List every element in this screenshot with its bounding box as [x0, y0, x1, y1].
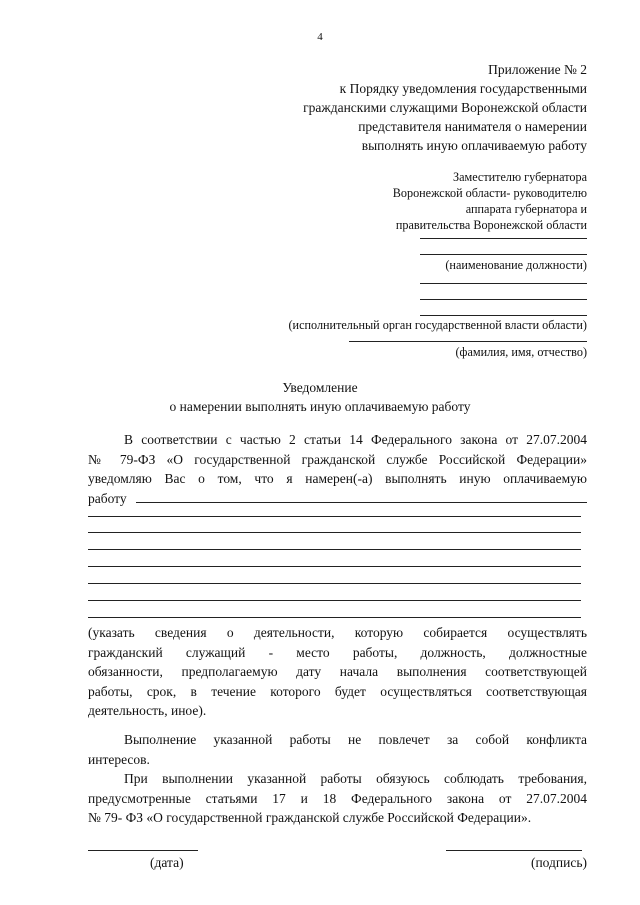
addressee-line-4: правительства Воронежской области	[395, 218, 587, 232]
name-blank-line[interactable]	[349, 341, 587, 342]
position-blank-line-1[interactable]	[420, 238, 587, 239]
authority-caption: (исполнительный орган государственной власти области)	[288, 318, 587, 332]
name-caption: (фамилия, имя, отчество)	[455, 345, 587, 359]
work-blank-line-7[interactable]	[88, 600, 581, 601]
work-blank-line-4[interactable]	[88, 549, 581, 550]
addressee-line-3: аппарата губернатора и	[465, 202, 587, 216]
para2-line-2: интересов.	[88, 751, 150, 767]
para1-line-2: № 79-ФЗ «О государственной гражданской службе Российской Федерации»	[88, 451, 587, 467]
position-blank-line-2[interactable]	[420, 254, 587, 255]
hint-line-4: работы, срок, в течение которого будет осуществляться соответствующая	[88, 683, 587, 699]
position-caption: (наименование должности)	[445, 258, 587, 272]
work-blank-line-6[interactable]	[88, 583, 581, 584]
date-blank-line[interactable]	[88, 850, 198, 851]
work-blank-line-8[interactable]	[88, 617, 581, 618]
authority-blank-line-2[interactable]	[420, 299, 587, 300]
work-blank-line-5[interactable]	[88, 566, 581, 567]
authority-blank-line-1[interactable]	[420, 283, 587, 284]
para3-line-1: При выполнении указанной работы обязуюсь соблюдать требования,	[124, 771, 587, 786]
notice-subtitle: о намерении выполнять иную оплачиваемую работу	[169, 399, 471, 414]
hint-line-2: гражданский служащий - место работы, должность, должностные	[88, 644, 587, 660]
notice-title: Уведомление	[282, 380, 358, 395]
para1-line-3: уведомляю Вас о том, что я намерен(-а) выполнять иную оплачиваемую	[88, 471, 587, 486]
work-blank-line-3[interactable]	[88, 532, 581, 533]
addressee-line-1: Заместителю губернатора	[452, 170, 587, 184]
work-blank-line-2[interactable]	[88, 516, 581, 517]
work-blank-line-1[interactable]	[136, 502, 587, 503]
page-number: 4	[317, 31, 323, 43]
work-label: работу	[88, 490, 127, 506]
authority-blank-line-3[interactable]	[420, 315, 587, 316]
appendix-line-3: представителя нанимателя о намерении	[358, 119, 587, 134]
appendix-line-1: к Порядку уведомления государственными	[339, 81, 587, 96]
hint-line-5: деятельность, иное).	[88, 703, 207, 718]
para3-line-2: предусмотренные статьями 17 и 18 Федерального закона от 27.07.2004	[88, 790, 587, 806]
para2-line-1: Выполнение указанной работы не повлечет за собой конфликта	[124, 732, 587, 747]
appendix-line-2: гражданскими служащими Воронежской области	[303, 100, 587, 115]
appendix-line-4: выполнять иную оплачиваемую работу	[361, 138, 587, 153]
addressee-line-2: Воронежской области- руководителю	[392, 186, 587, 200]
para1-line-1: В соответствии с частью 2 статьи 14 Федерального закона от 27.07.2004	[124, 432, 587, 447]
hint-line-3: обязанности, предполагаемую дату начала выполнения соответствующей	[88, 664, 587, 679]
signature-blank-line[interactable]	[446, 850, 582, 851]
signature-caption: (подпись)	[530, 855, 587, 870]
appendix-title: Приложение № 2	[488, 62, 587, 77]
date-caption: (дата)	[150, 855, 184, 870]
para3-line-3: № 79- ФЗ «О государственной гражданской службе Российской Федерации».	[88, 810, 532, 825]
hint-line-1: (указать сведения о деятельности, которую собирается осуществлять	[88, 625, 587, 640]
